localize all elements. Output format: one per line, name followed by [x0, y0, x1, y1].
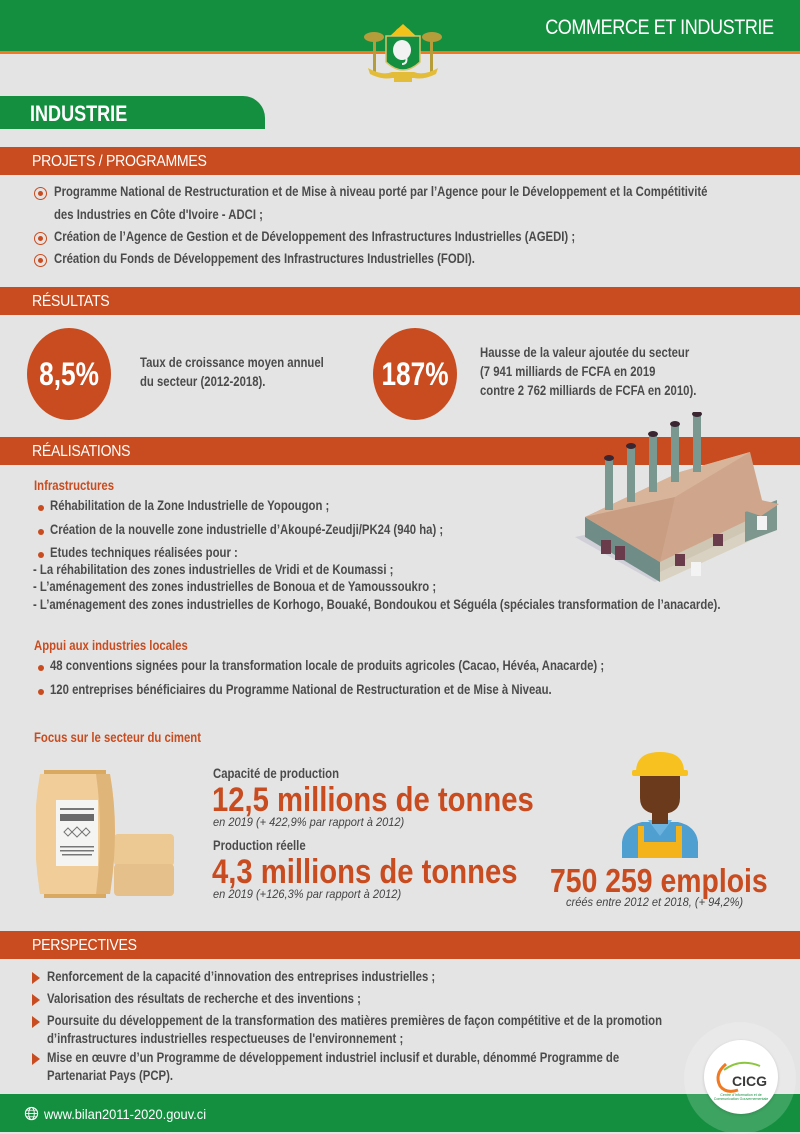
list-item-text: Poursuite du développement de la transformation des matières premières de façon compétitive et de la promotion — [47, 1013, 663, 1028]
list-item-text-continued: des Industries en Côte d'Ivoire - ADCI ; — [54, 207, 263, 222]
section-title: RÉALISATIONS — [32, 443, 131, 460]
bullet-icon — [38, 665, 44, 671]
radio-bullet-icon — [34, 232, 47, 245]
capacity-label: Capacité de production — [213, 766, 340, 781]
section-tab-label: INDUSTRIE — [30, 101, 128, 126]
stat-description: contre 2 762 milliards de FCFA en 2010). — [480, 383, 697, 398]
cicg-logo — [704, 1040, 778, 1114]
section-title: RÉSULTATS — [32, 293, 110, 310]
cicg-caption-line: Centre d'Information et de — [720, 1093, 762, 1097]
page-category-title: COMMERCE ET INDUSTRIE — [545, 16, 774, 39]
footer-bar — [0, 1094, 800, 1132]
cement-bags-icon — [36, 770, 186, 900]
bullet-icon — [38, 552, 44, 558]
list-subitem-text: - L’aménagement des zones industrielles de Korhogo, Bouaké, Bondoukou et Séguéla (spéciales transformation de l’anacarde). — [33, 597, 721, 612]
section-tab-industrie — [0, 96, 265, 129]
list-subitem-text: - L’aménagement des zones industrielles de Bonoua et de Yamoussoukro ; — [33, 579, 437, 594]
stat-description: Taux de croissance moyen annuel — [140, 355, 324, 370]
list-item-text: Création du Fonds de Développement des Infrastructures Industrielles (FODI). — [54, 251, 475, 266]
stat-circle — [27, 328, 111, 420]
list-item-text: Réhabilitation de la Zone Industrielle de Yopougon ; — [50, 498, 330, 513]
list-item-text: Etudes techniques réalisées pour : — [50, 545, 238, 560]
triangle-bullet-icon — [32, 1016, 40, 1028]
subsection-heading: Focus sur le secteur du ciment — [34, 730, 202, 745]
bullet-icon — [38, 689, 44, 695]
list-subitem-text: - La réhabilitation des zones industrielles de Vridi et de Koumassi ; — [33, 562, 394, 577]
list-item-text: 48 conventions signées pour la transformation locale de produits agricoles (Cacao, Hévéa, Anacarde) ; — [50, 658, 605, 673]
factory-illustration-icon — [565, 412, 795, 582]
subsection-heading: Appui aux industries locales — [34, 638, 188, 653]
triangle-bullet-icon — [32, 1053, 40, 1065]
section-header-projets — [0, 147, 800, 175]
list-item-text: Création de la nouvelle zone industrielle d’Akoupé-Zeudji/PK24 (940 ha) ; — [50, 522, 444, 537]
cicg-logo-text: CICG — [732, 1073, 767, 1089]
list-item-text: Mise en œuvre d’un Programme de développement industriel inclusif et durable, dénommé Programme de — [47, 1050, 620, 1065]
stat-value: 8,5% — [39, 356, 99, 392]
stat-circle — [373, 328, 457, 420]
section-header-perspectives — [0, 931, 800, 959]
triangle-bullet-icon — [32, 994, 40, 1006]
radio-bullet-icon — [34, 254, 47, 267]
stat-description: du secteur (2012-2018). — [140, 374, 266, 389]
list-item-text: Création de l’Agence de Gestion et de Développement des Infrastructures Industrielles (AGEDI) ; — [54, 229, 576, 244]
list-item-text-continued: d’infrastructures industrielles respectueuses de l'environnement ; — [47, 1031, 404, 1046]
production-label: Production réelle — [213, 838, 306, 853]
cicg-caption-line: Communication Gouvernementale — [713, 1097, 769, 1101]
jobs-value: 750 259 emplois — [550, 862, 768, 899]
bullet-icon — [38, 529, 44, 535]
section-title: PERSPECTIVES — [32, 937, 137, 954]
globe-icon — [24, 1106, 39, 1121]
stat-value: 187% — [381, 356, 449, 392]
bullet-icon — [38, 505, 44, 511]
stat-description: (7 941 milliards de FCFA en 2019 — [480, 364, 656, 379]
triangle-bullet-icon — [32, 972, 40, 984]
list-item-text: Renforcement de la capacité d’innovation des entreprises industrielles ; — [47, 969, 436, 984]
worker-icon — [618, 750, 702, 858]
list-item-text-continued: Partenariat Pays (PCP). — [47, 1068, 174, 1083]
capacity-note: en 2019 (+ 422,9% par rapport à 2012) — [213, 815, 405, 829]
coat-of-arms-icon — [362, 22, 444, 84]
capacity-value: 12,5 millions de tonnes — [212, 781, 534, 819]
section-header-resultats — [0, 287, 800, 315]
cicg-logo-icon — [704, 1040, 778, 1114]
list-item-text: Valorisation des résultats de recherche et des inventions ; — [47, 991, 361, 1006]
stat-description: Hausse de la valeur ajoutée du secteur — [480, 345, 690, 360]
jobs-note: créés entre 2012 et 2018, (+ 94,2%) — [566, 895, 744, 909]
production-note: en 2019 (+126,3% par rapport à 2012) — [213, 887, 402, 901]
production-value: 4,3 millions de tonnes — [212, 853, 518, 891]
subsection-heading: Infrastructures — [34, 478, 115, 493]
list-item-text: Programme National de Restructuration et de Mise à niveau porté par l’Agence pour le Développement et la Compétitivité — [54, 184, 708, 199]
radio-bullet-icon — [34, 187, 47, 200]
section-title: PROJETS / PROGRAMMES — [32, 153, 207, 170]
list-item-text: 120 entreprises bénéficiaires du Programme National de Restructuration et de Mise à Niveau. — [50, 682, 552, 697]
website-link[interactable]: www.bilan2011-2020.gouv.ci — [44, 1106, 207, 1122]
